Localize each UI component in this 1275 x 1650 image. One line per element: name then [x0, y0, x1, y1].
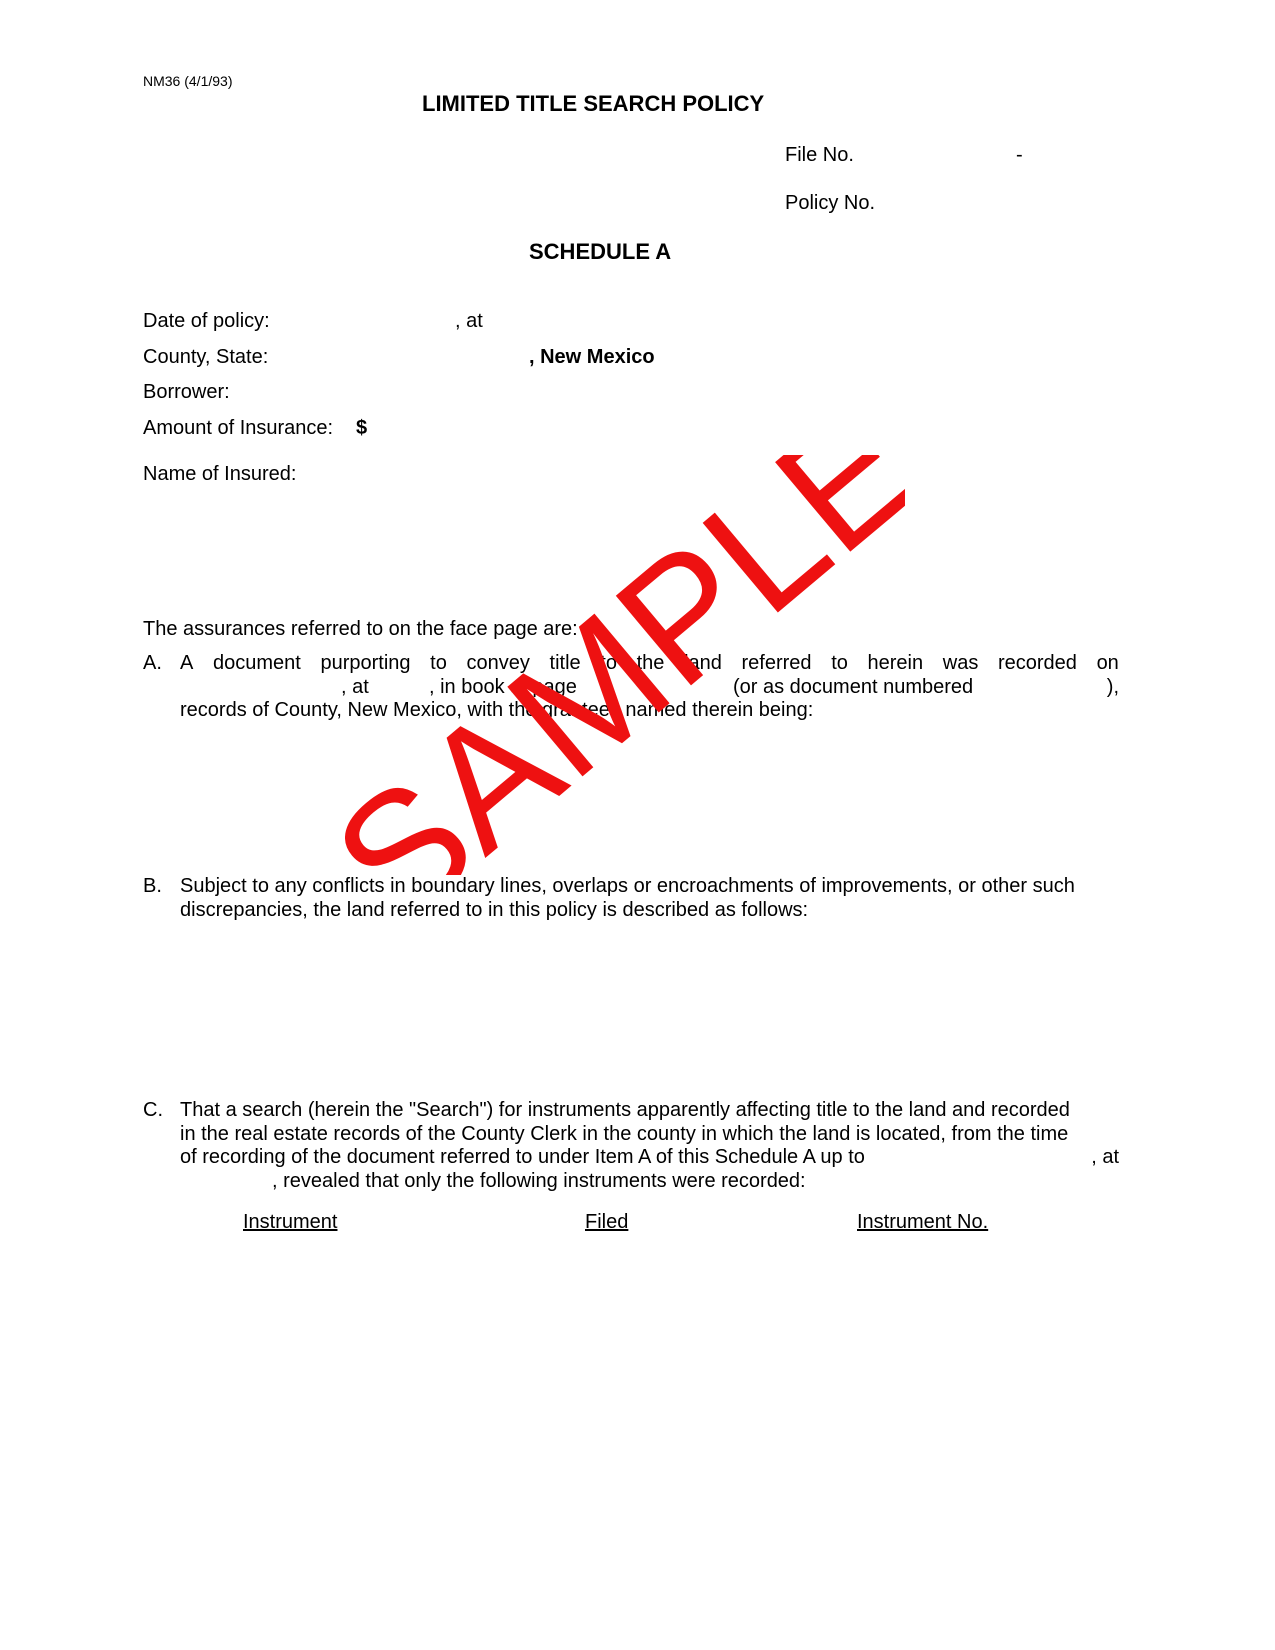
document-title: LIMITED TITLE SEARCH POLICY	[422, 91, 765, 116]
paragraph-a-word: to	[430, 652, 447, 674]
paragraph-a-word: convey	[466, 652, 530, 674]
paragraph-a-body	[180, 652, 1119, 723]
paragraph-a-word: to	[600, 652, 617, 674]
paragraph-b-line-2: discrepancies, the land referred to in this policy is described as follows:	[180, 898, 809, 921]
paragraph-a-word: purporting	[320, 652, 411, 674]
paragraph-c-line-2: in the real estate records of the County Clerk in the county in which the land is located, from the time	[180, 1122, 1069, 1145]
paragraph-c-line-3-end: , at	[1091, 1146, 1119, 1168]
column-header-filed: Filed	[585, 1211, 629, 1233]
file-no-dash: -	[1016, 144, 1023, 166]
paragraph-b-body	[180, 875, 1119, 922]
borrower-label: Borrower:	[143, 381, 230, 403]
paragraph-a-word: title	[549, 652, 581, 674]
name-of-insured-label: Name of Insured:	[143, 463, 297, 485]
paragraph-c	[143, 1099, 1119, 1195]
policy-no-label: Policy No.	[785, 192, 876, 214]
assurances-intro: The assurances referred to on the face page are:	[143, 618, 578, 640]
date-of-policy-label: Date of policy:	[143, 310, 270, 332]
paragraph-a-word: herein	[867, 652, 924, 674]
dollar-sign: $	[356, 417, 368, 439]
paragraph-a-book-page: , in book at page	[429, 675, 577, 698]
paragraph-a-word: to	[831, 652, 848, 674]
paragraph-c-line-4: , revealed that only the following instruments were recorded:	[272, 1169, 806, 1192]
paragraph-a	[143, 652, 1119, 724]
county-state-label: County, State:	[143, 346, 269, 368]
paragraph-b	[143, 875, 1119, 923]
paragraph-a-word: the	[636, 652, 665, 674]
paragraph-b-line-1: Subject to any conflicts in boundary lines, overlaps or encroachments of improvements, or other such	[180, 875, 1075, 897]
paragraph-a-line-2	[180, 676, 1119, 700]
paragraph-a-at: , at	[341, 675, 369, 698]
paragraph-a-word: was	[942, 652, 979, 674]
paragraph-a-word: referred	[741, 652, 812, 674]
paragraph-a-word: document	[212, 652, 301, 674]
paragraph-a-line-3: records of County, New Mexico, with the grantees named therein being:	[180, 699, 814, 721]
schedule-title: SCHEDULE A	[529, 239, 672, 264]
paragraph-a-word: on	[1096, 652, 1119, 674]
new-mexico-text: , New Mexico	[529, 346, 655, 368]
column-header-instrument-no: Instrument No.	[857, 1211, 989, 1233]
paragraph-c-body	[180, 1099, 1119, 1193]
paragraph-a-line-1	[180, 652, 1119, 676]
paragraph-a-label: A.	[143, 652, 162, 674]
form-id: NM36 (4/1/93)	[143, 73, 233, 89]
paragraph-a-word: land	[684, 652, 722, 674]
date-at-text: , at	[455, 310, 483, 332]
column-header-instrument: Instrument	[243, 1211, 338, 1233]
paragraph-a-line-2-end: ),	[1106, 675, 1119, 698]
amount-of-insurance-label: Amount of Insurance:	[143, 417, 334, 439]
paragraph-c-line-3	[180, 1146, 1119, 1170]
paragraph-c-label: C.	[143, 1099, 163, 1121]
file-no-label: File No.	[785, 144, 854, 166]
paragraph-a-document-numbered: (or as document numbered	[733, 675, 974, 698]
paragraph-c-line-1: That a search (herein the "Search") for instruments apparently affecting title to the land and recorded	[180, 1099, 1070, 1121]
paragraph-a-word: recorded	[997, 652, 1077, 674]
paragraph-a-word: A	[180, 652, 194, 674]
paragraph-b-label: B.	[143, 875, 162, 897]
paragraph-c-line-3-start: of recording of the document referred to under Item A of this Schedule A up to	[180, 1146, 865, 1168]
sample-watermark-text: SAMPLE	[345, 455, 905, 875]
